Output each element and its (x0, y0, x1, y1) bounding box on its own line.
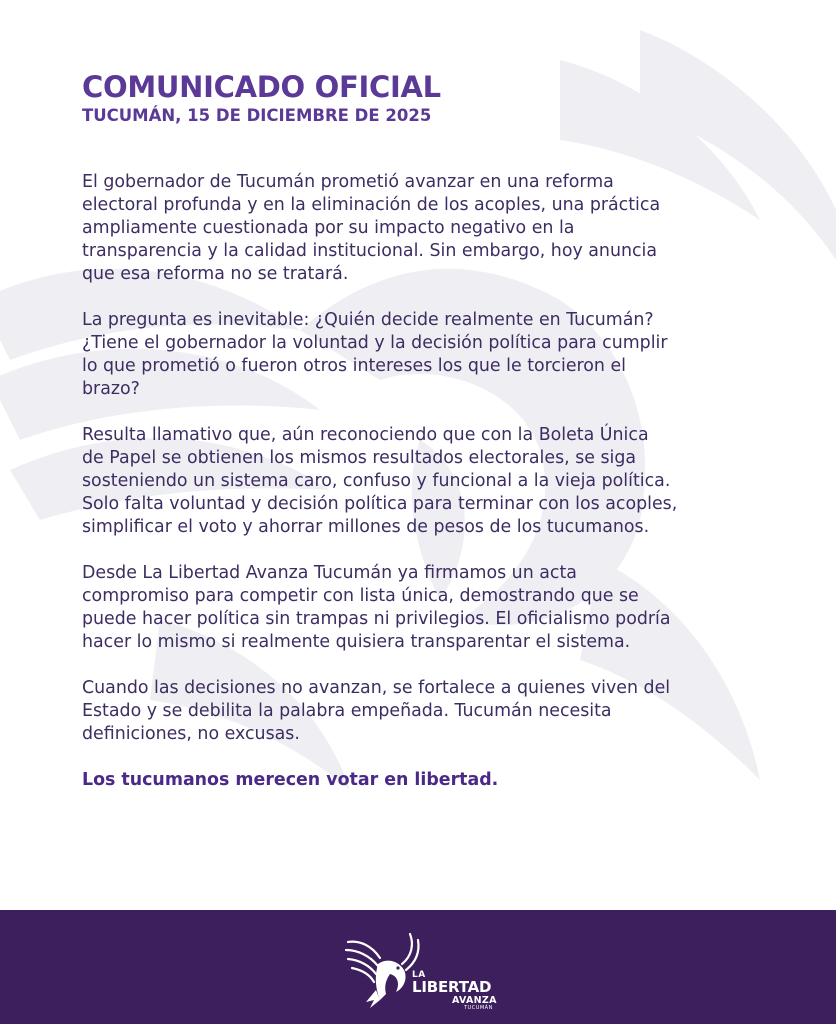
statement-date: TUCUMÁN, 15 DE DICIEMBRE DE 2025 (82, 106, 432, 125)
statement-body (82, 171, 762, 792)
statement (82, 70, 762, 792)
paragraph: Resulta llamativo que, aún reconociendo que con la Boleta Única de Papel se obtienen los mismos resultados electorales, se siga sosteniendo un sistema caro, confuso y funcional a la vieja política. Solo falta voluntad y decisión política para terminar con los acoples, simplificar el voto y ahorrar millones de pesos de los tucumanos. (82, 425, 678, 537)
paragraph: Desde La Libertad Avanza Tucumán ya firmamos un acta compromiso para competir con lista única, demostrando que se puede hacer política sin trampas ni privilegios. El oficialismo podría hacer lo mismo si realmente quisiera transparentar el sistema. (82, 563, 671, 652)
paragraph: La pregunta es inevitable: ¿Quién decide realmente en Tucumán? ¿Tiene el gobernador la voluntad y la decisión política para cumplir lo que prometió o fueron otros intereses los que le torcieron el brazo? (82, 310, 668, 399)
logo-line-avanza: AVANZA (452, 995, 497, 1006)
footer-bar (0, 910, 836, 1024)
logo-line-libertad: LIBERTAD (412, 978, 492, 996)
logo-line-la: LA (412, 970, 426, 980)
page-title: COMUNICADO OFICIAL (82, 70, 441, 104)
party-logo (340, 928, 510, 1014)
paragraph: Cuando las decisiones no avanzan, se fortalece a quienes viven del Estado y se debilita la palabra empeñada. Tucumán necesita definiciones, no excusas. (82, 678, 671, 744)
paragraph: El gobernador de Tucumán prometió avanzar en una reforma electoral profunda y en la eliminación de los acoples, una práctica ampliamente cuestionada por su impacto negativo en la transparencia y la calidad institucional. Sin embargo, hoy anuncia que esa reforma no se tratará. (82, 172, 661, 284)
logo-line-tucuman: TUCUMÁN (464, 1005, 493, 1011)
closing-statement: Los tucumanos merecen votar en libertad. (82, 770, 499, 790)
